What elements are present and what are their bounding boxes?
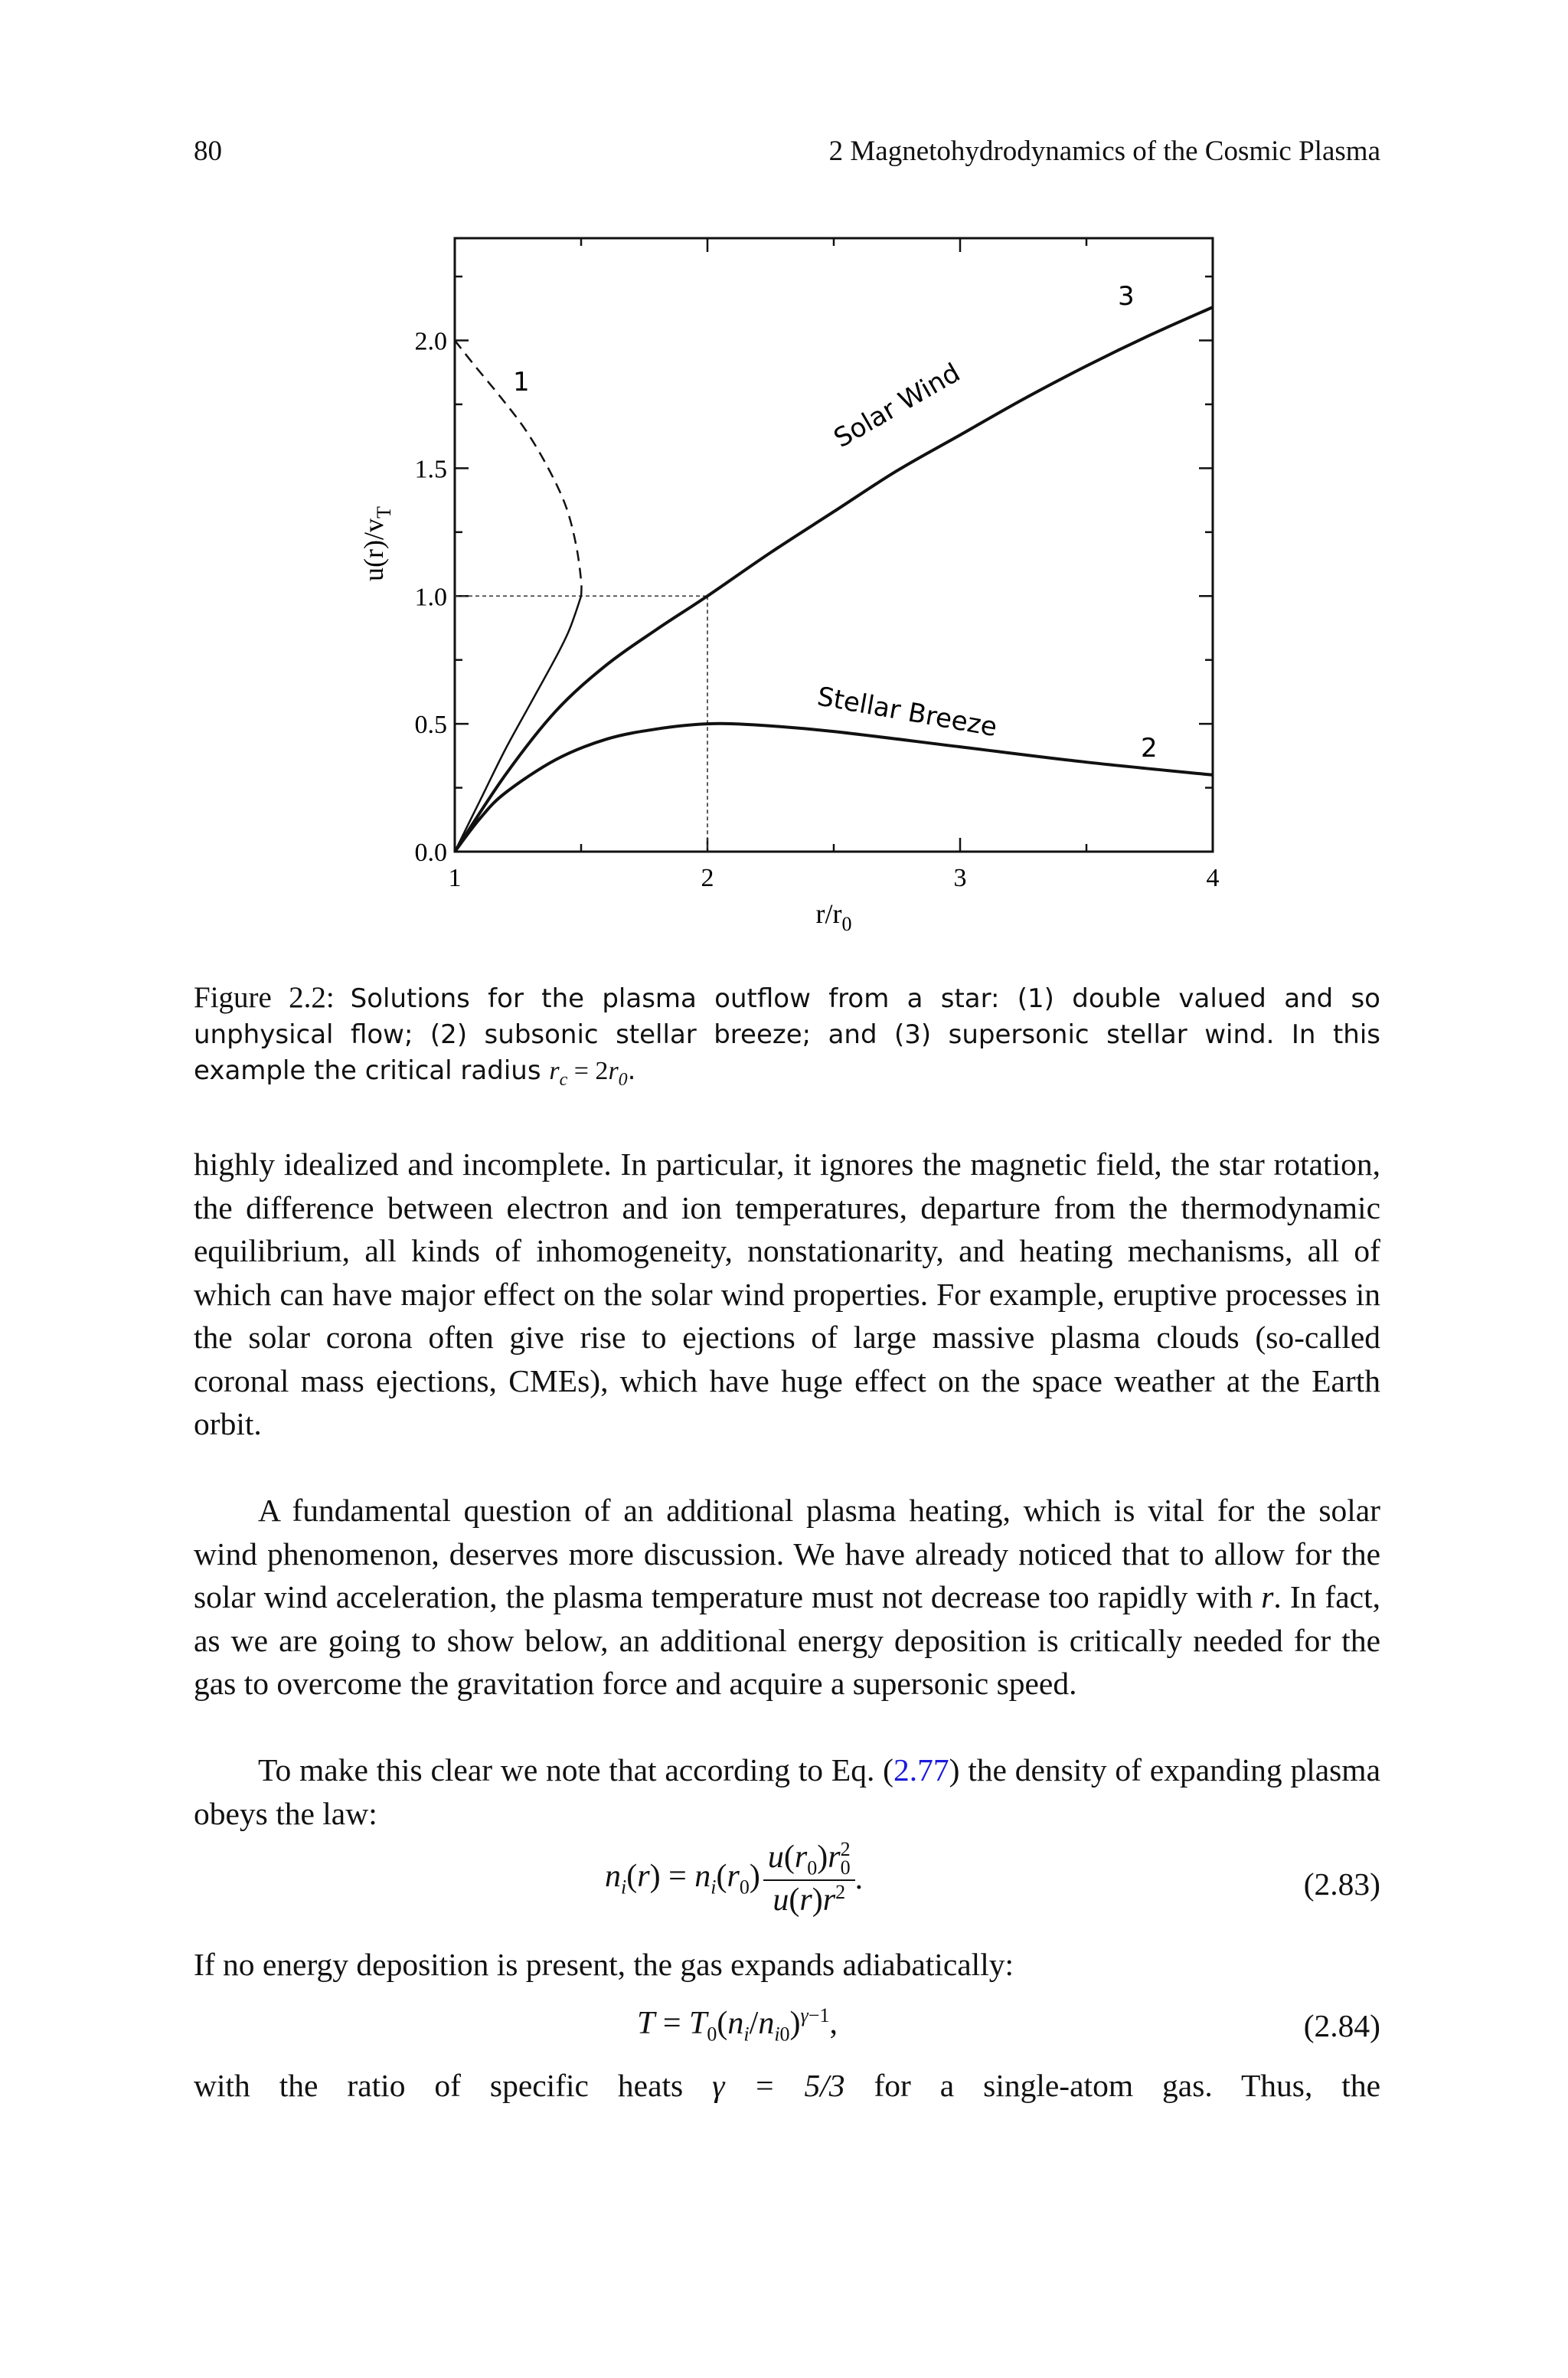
y-axis-label: $u(r)/v_T$ <box>358 506 395 581</box>
paragraph-5 <box>194 2064 1380 2108</box>
equation-number-2-84: (2.84) <box>1303 2008 1380 2043</box>
running-header: 2 Magnetohydrodynamics of the Cosmic Plasma <box>828 136 1380 167</box>
curve-3-solar-wind <box>455 307 1213 852</box>
y-tick-label: 2.0 <box>414 327 447 356</box>
curve-2-label: 2 <box>1141 733 1158 764</box>
caption-math: $r_c = 2r_0$ <box>549 1057 628 1090</box>
paragraph-1: highly idealized and incomplete. In particular, it ignores the magnetic field, the star rotation, the difference between electron and ion temperatures, departure from the thermodynamic equilibrium, all kinds of inhomogeneity, nonstationarity, and heating mechanisms, all of which can have major effect on the solar wind properties. For example, eruptive processes in the solar corona often give rise to ejections of large massive plasma clouds (so-called coronal mass ejections, CMEs), which have huge effect on the space weather at the Earth orbit. <box>194 1146 1380 1441</box>
curve-1-solid <box>455 596 581 852</box>
paragraph-3-text-b: ) the density of expanding plasma obeys the law: <box>194 1752 1380 1831</box>
x-tick-label: 1 <box>448 864 462 892</box>
critical-point-guides <box>455 596 707 852</box>
caption-text: Solutions for the plasma outflow from a star: (1) double valued and so unphysical flow; (2) subsonic stellar breeze; and (3) supersonic stellar wind. In this example the critical radius <box>194 983 1380 1086</box>
x-axis-label: $r/r_0$ <box>815 898 852 935</box>
equation-2-84: $T = T_0(n_i/n_{i0})^{\gamma-1}$, <box>637 2004 838 2046</box>
paragraph-2-text-b: . In fact, as we are going to show below, an additional energy deposition is critically needed for the gas to overcome the gravitation force and acquire a supersonic speed. <box>194 1579 1380 1701</box>
axis-ticks <box>455 238 1213 852</box>
solar-wind-label: Solar Wind <box>828 357 965 454</box>
equation-number-2-83: (2.83) <box>1303 1866 1380 1902</box>
equation-2-83: $n_i(r) = n_i(r_0)$ $\frac{u(r_0)r^2_0}{u(r)r^2}$ . <box>605 1838 864 1918</box>
page-number: 80 <box>194 136 222 167</box>
paragraph-2-var: r <box>1261 1579 1274 1614</box>
paragraph-2-text-a: A fundamental question of an additional plasma heating, which is vital for the solar wind phenomenon, deserves more discussion. We have already noticed that to allow for the solar wind acceleration, the plasma temperature must not decrease too rapidly with <box>194 1493 1380 1614</box>
x-tick-label: 3 <box>953 864 967 892</box>
paragraph-3 <box>194 1748 1380 1835</box>
curve-3-label: 3 <box>1118 281 1135 312</box>
figure-caption <box>194 980 1380 1097</box>
paragraph-4: If no energy deposition is present, the gas expands adiabatically: <box>194 1947 1014 1982</box>
plot-frame <box>455 238 1213 852</box>
paragraph-2 <box>194 1489 1380 1706</box>
y-tick-label: 1.5 <box>414 455 447 484</box>
x-tick-label: 4 <box>1206 864 1220 892</box>
paragraph-5-math: γ = 5/3 <box>712 2068 845 2103</box>
caption-end: . <box>627 1055 636 1086</box>
curves <box>455 307 1213 852</box>
stellar-breeze-label: Stellar Breeze <box>815 681 1000 744</box>
paragraph-3-text-a: To make this clear we note that according to Eq. ( <box>258 1752 893 1788</box>
curve-1-label: 1 <box>513 367 530 397</box>
y-tick-label: 1.0 <box>414 583 447 612</box>
figure-2-2-chart <box>0 0 1568 965</box>
figure-label: Figure 2.2: <box>194 981 335 1014</box>
y-tick-label: 0.5 <box>414 711 447 740</box>
y-tick-label: 0.0 <box>414 839 447 867</box>
equation-ref-link[interactable]: 2.77 <box>893 1752 949 1788</box>
tick-labels <box>415 328 1220 893</box>
x-tick-label: 2 <box>701 864 714 892</box>
paragraph-5-text-a: with the ratio of specific heats <box>194 2068 713 2103</box>
curve-2-stellar-breeze <box>455 724 1213 852</box>
paragraph-5-text-b: for a single-atom gas. Thus, the <box>844 2068 1380 2103</box>
